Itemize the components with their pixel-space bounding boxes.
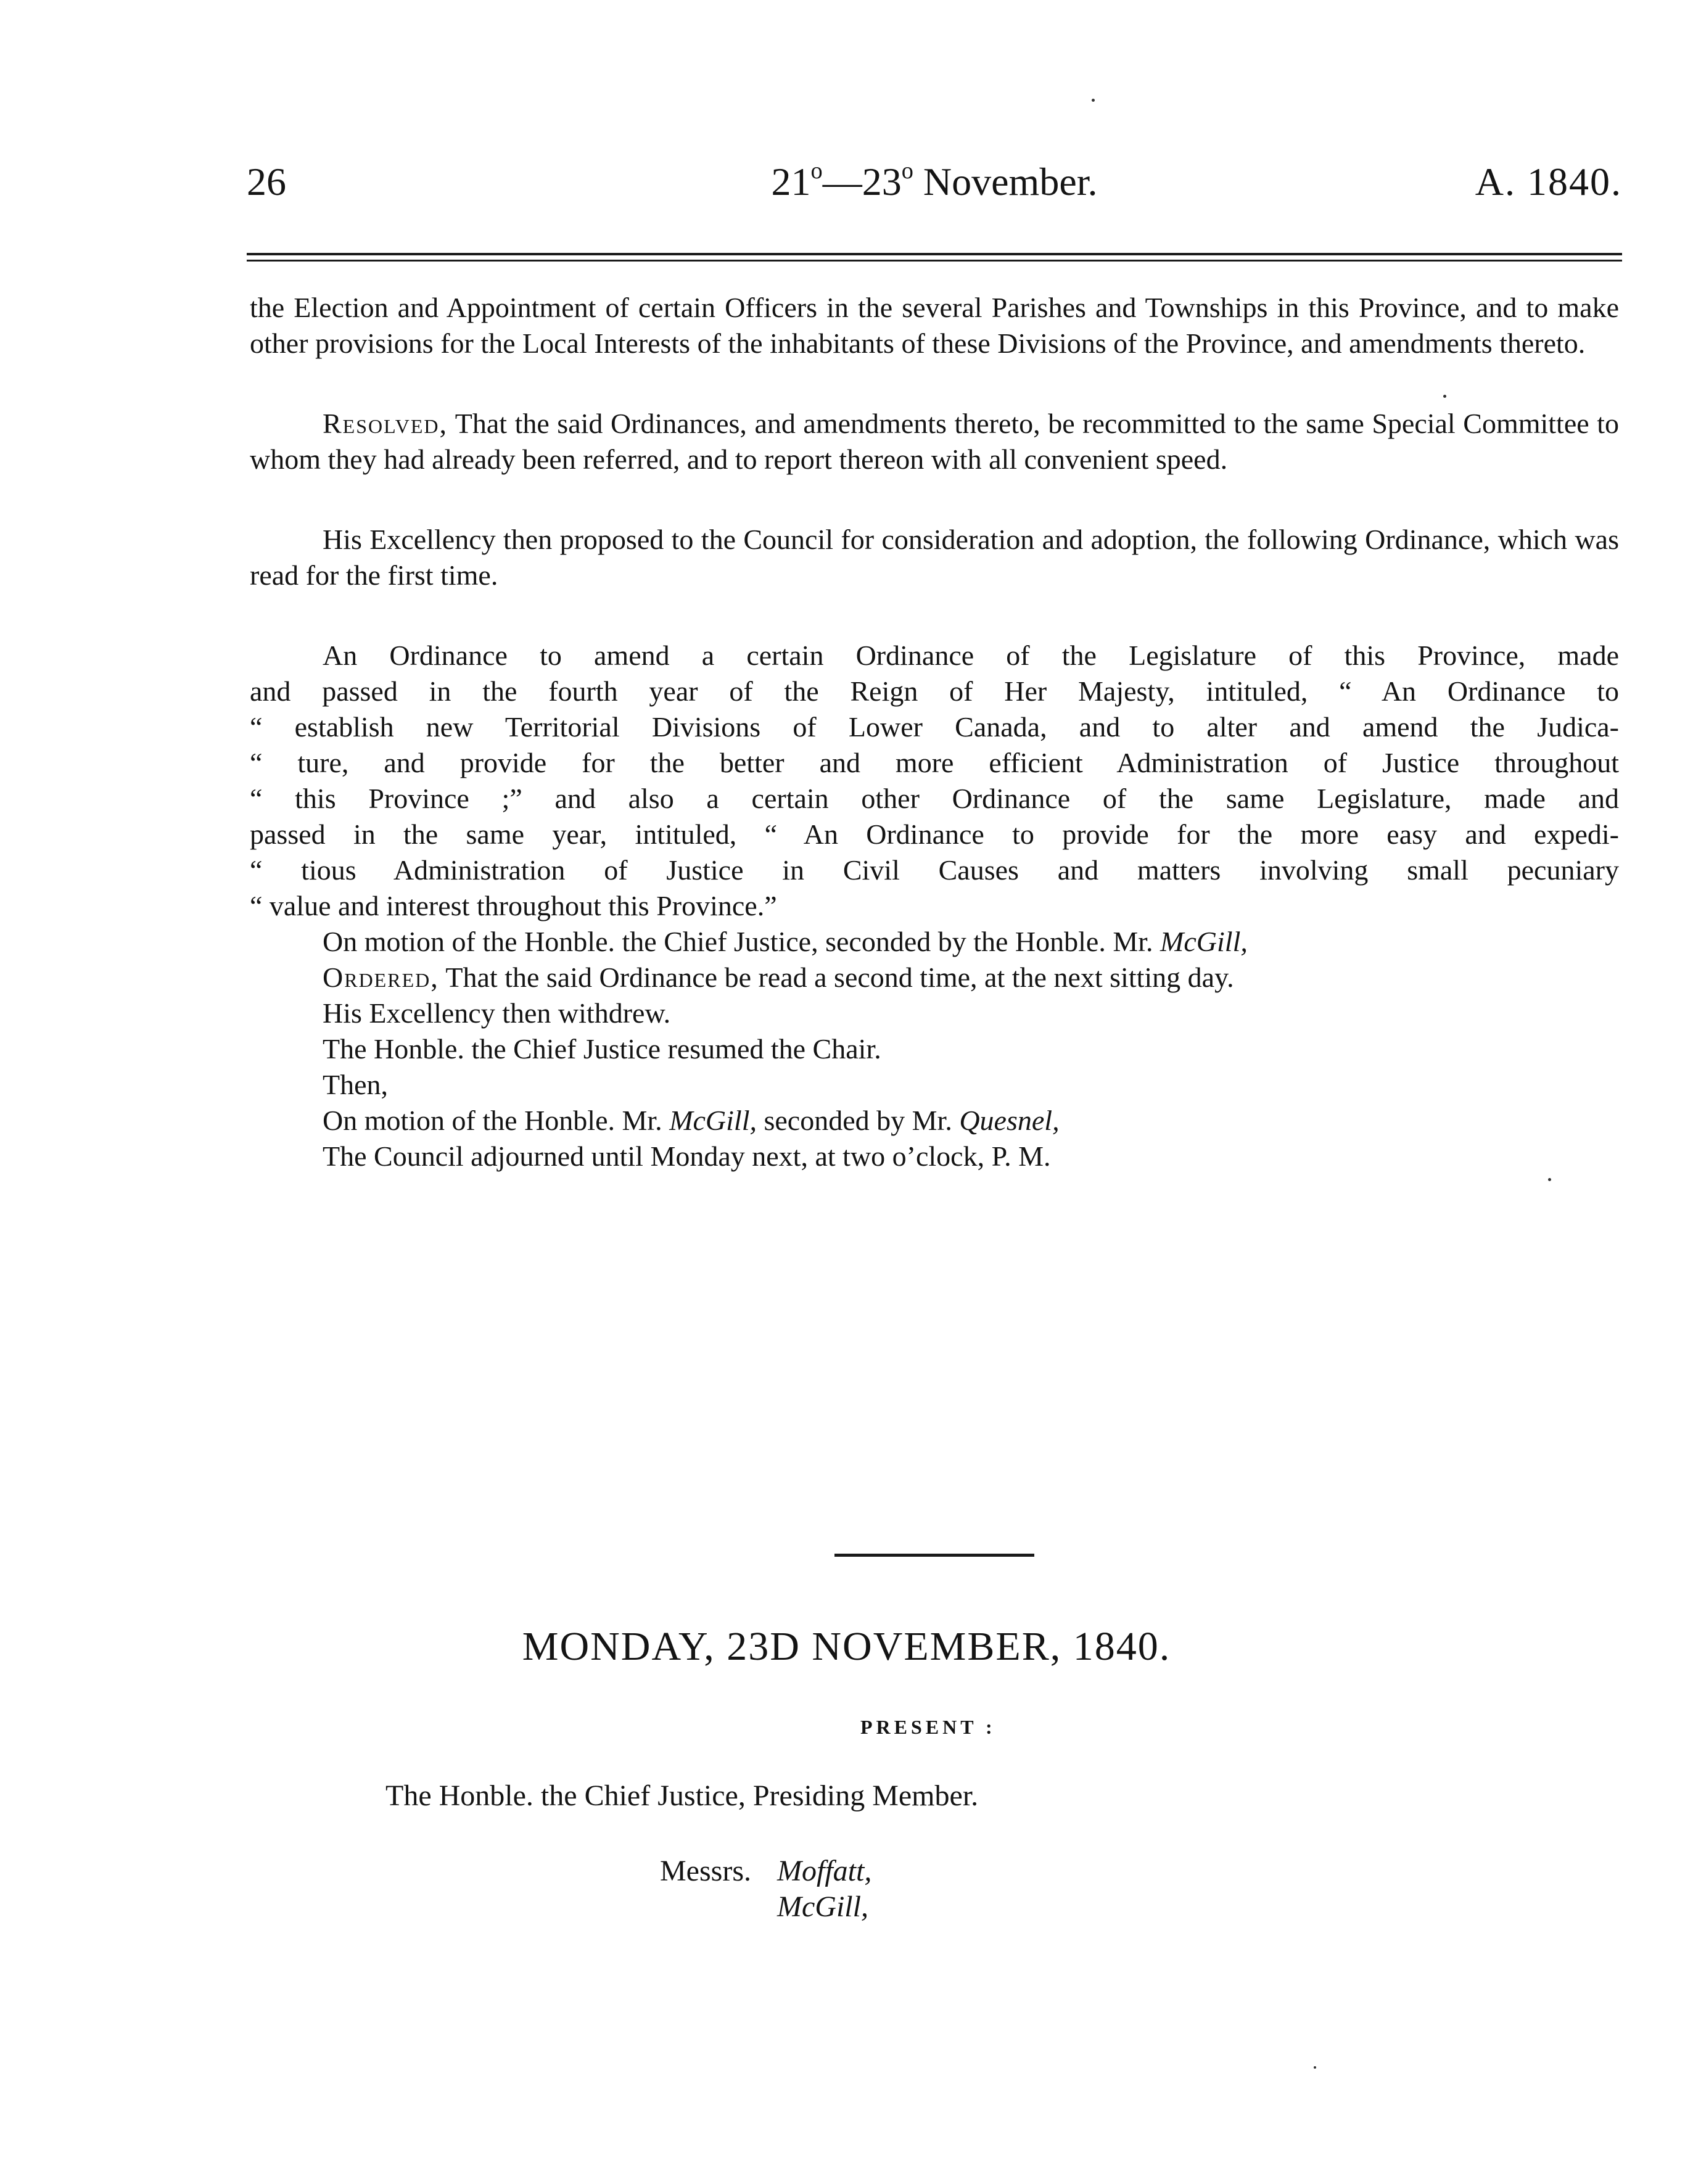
page-number: 26	[247, 160, 286, 204]
date-start-sup: o	[810, 158, 823, 184]
motion-text-2: seconded by Mr.	[756, 1105, 960, 1136]
seconder-name: Quesnel,	[959, 1105, 1060, 1136]
resolved-lead: Resolved,	[323, 408, 448, 439]
running-title	[247, 154, 1622, 210]
header-double-rule	[247, 253, 1622, 262]
paragraph-then: Then,	[323, 1069, 389, 1100]
seconder-name: McGill,	[1160, 926, 1248, 957]
ordinance-line: passed in the same year, intituled, “ An Ordinance to provide for the more easy and expedi-	[250, 818, 1619, 850]
date-end-sup: o	[901, 158, 913, 184]
paragraph-resumed-chair: The Honble. the Chief Justice resumed the Chair.	[323, 1033, 881, 1065]
resolved-text: That the said Ordinances, and amendments thereto, be recommitted to the same Special Committee to whom they had already been referred, and to report thereon with all convenient speed.	[250, 408, 1619, 475]
year-label: A. 1840.	[1475, 160, 1622, 204]
print-speck	[1443, 395, 1446, 398]
present-label: PRESENT :	[860, 1716, 996, 1738]
paragraph-adjourned: The Council adjourned until Monday next, at two o’clock, P. M.	[323, 1140, 1051, 1172]
print-speck	[1548, 1178, 1551, 1181]
month: November.	[913, 160, 1098, 204]
ordinance-line: and passed in the fourth year of the Reign of Her Majesty, intituled, “ An Ordinance to	[250, 675, 1619, 707]
ordinance-line: “ ture, and provide for the better and more efficient Administration of Justice throughout	[250, 747, 1619, 778]
motion-text: On motion of the Honble. the Chief Justice, seconded by the Honble. Mr.	[323, 926, 1161, 957]
ordinance-line: “ this Province ;” and also a certain other Ordinance of the same Legislature, made and	[250, 783, 1619, 814]
paragraph-motion-mcgill	[250, 1103, 1619, 1139]
member-name: McGill,	[777, 1890, 868, 1923]
proceedings-text	[250, 290, 1619, 1174]
ordinance-line: “ establish new Territorial Divisions of Lower Canada, and to alter and amend the Judica-	[250, 711, 1619, 743]
paragraph-motion-chief-justice	[250, 924, 1619, 960]
mover-name: McGill,	[669, 1105, 757, 1136]
date-start: 21	[771, 160, 811, 204]
ordered-lead: Ordered,	[323, 962, 439, 993]
members-label: Messrs.	[660, 1855, 752, 1887]
date-end: —23	[822, 160, 902, 204]
sitting-day-heading: MONDAY, 23D NOVEMBER, 1840.	[522, 1624, 1171, 1669]
members-present	[660, 1853, 871, 1925]
ordinance-line: An Ordinance to amend a certain Ordinance of the Legislature of this Province, made	[323, 640, 1619, 671]
ordered-text: That the said Ordinance be read a second time, at the next sitting day.	[439, 962, 1234, 993]
paragraph-ordered	[250, 960, 1619, 995]
ordinance-line: “ tious Administration of Justice in Civil Causes and matters involving small pecuniary	[250, 854, 1619, 886]
paragraph-ordinance-title	[250, 638, 1619, 924]
print-speck	[1314, 2066, 1316, 2069]
paragraph-withdrew: His Excellency then withdrew.	[323, 997, 671, 1029]
ordinance-line: “ value and interest throughout this Province.”	[250, 890, 777, 921]
section-divider-rule	[834, 1554, 1034, 1557]
running-header	[247, 154, 1622, 210]
paragraph-excellency-proposal: His Excellency then proposed to the Council for consideration and adoption, the following Ordinance, which was read for the first time.	[250, 524, 1619, 591]
presiding-member-line: The Honble. the Chief Justice, Presiding Member.	[385, 1779, 979, 1812]
motion-text: On motion of the Honble. Mr.	[323, 1105, 670, 1136]
print-speck	[1092, 99, 1095, 102]
member-name: Moffatt,	[777, 1855, 872, 1887]
paragraph-resolved	[250, 406, 1619, 477]
paragraph-ordinance-continuation: the Election and Appointment of certain Officers in the several Parishes and Townships in this Province, and to make other provisions for the Local Interests of the inhabitants of these Divisions of the Province, and amendments thereto.	[250, 292, 1619, 359]
